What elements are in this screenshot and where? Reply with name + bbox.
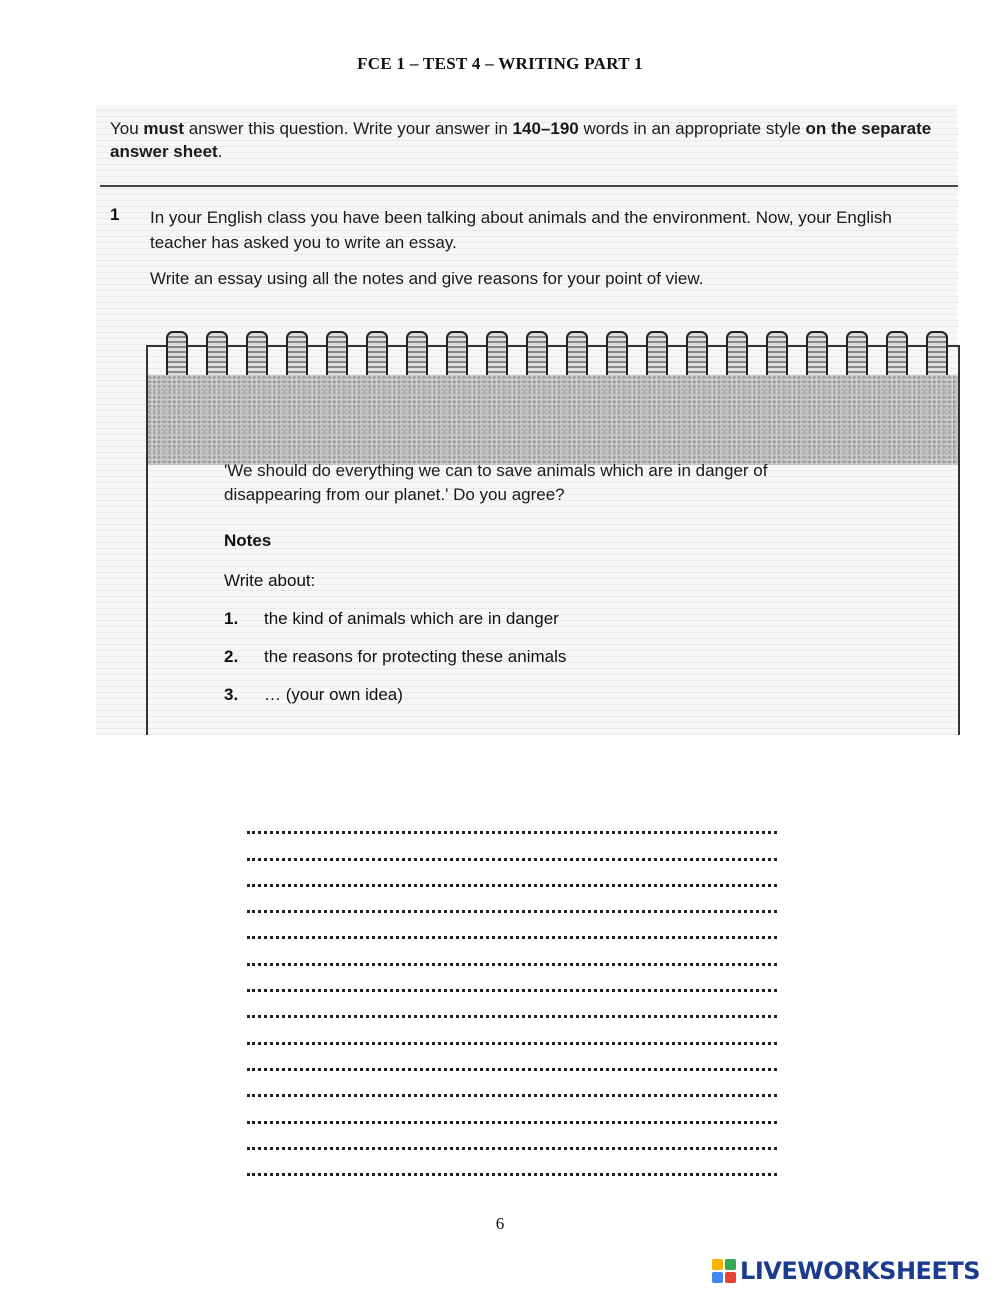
spiral-ring (846, 331, 868, 381)
spiral-ring (526, 331, 548, 381)
note-item (224, 647, 824, 685)
note-text: the kind of animals which are in danger (264, 609, 559, 628)
note-item (224, 685, 824, 723)
answer-line[interactable] (247, 1124, 777, 1150)
spiral-ring (486, 331, 508, 381)
note-text: … (your own idea) (264, 685, 403, 704)
page-number: 6 (495, 1214, 505, 1233)
spiral-ring (406, 331, 428, 381)
spiral-ring (326, 331, 348, 381)
answer-lines (247, 808, 777, 1176)
answer-line[interactable] (247, 913, 777, 939)
spiral-ring (886, 331, 908, 381)
spiral-ring (166, 331, 188, 381)
answer-line[interactable] (247, 808, 777, 834)
spiral-ring (366, 331, 388, 381)
spiral-ring (766, 331, 788, 381)
question-instruction: Write an essay using all the notes and give reasons for your point of view. (150, 269, 704, 288)
question-number: 1 (110, 205, 120, 224)
notebook-texture (148, 375, 958, 465)
spiral-ring (206, 331, 228, 381)
spiral-ring (566, 331, 588, 381)
answer-line[interactable] (247, 1071, 777, 1097)
spiral-binding (148, 345, 958, 367)
answer-line[interactable] (247, 834, 777, 860)
answer-line[interactable] (247, 1097, 777, 1123)
spiral-ring (686, 331, 708, 381)
note-number: 2. (224, 647, 239, 666)
note-number: 1. (224, 609, 239, 628)
answer-line[interactable] (247, 887, 777, 913)
question-scan (96, 105, 958, 735)
note-text: the reasons for protecting these animals (264, 647, 567, 666)
spiral-ring (646, 331, 668, 381)
page-title: FCE 1 – TEST 4 – WRITING PART 1 (357, 54, 643, 73)
logo-square (725, 1272, 736, 1283)
spiral-ring (926, 331, 948, 381)
answer-line[interactable] (247, 939, 777, 965)
task-instructions: You must answer this question. Write your answer in 140–190 words in an appropriate style on the separate answer sheet. (110, 119, 932, 161)
note-item (224, 609, 824, 647)
answer-line[interactable] (247, 1045, 777, 1071)
notebook (146, 345, 960, 735)
answer-line[interactable] (247, 1150, 777, 1176)
notes-label: Notes (224, 531, 272, 550)
logo-text: LIVEWORKSHEETS (740, 1257, 980, 1285)
spiral-ring (806, 331, 828, 381)
answer-line[interactable] (247, 992, 777, 1018)
logo-square (725, 1259, 736, 1270)
spiral-ring (606, 331, 628, 381)
answer-line[interactable] (247, 966, 777, 992)
answer-line[interactable] (247, 861, 777, 887)
logo-square (712, 1259, 723, 1270)
notes-list (224, 609, 824, 723)
divider (100, 185, 958, 187)
spiral-ring (446, 331, 468, 381)
spiral-ring (246, 331, 268, 381)
spiral-ring (726, 331, 748, 381)
essay-statement: 'We should do everything we can to save animals which are in danger of disappearing from our planet.' Do you agree? (224, 461, 768, 504)
spiral-ring (286, 331, 308, 381)
liveworksheets-logo (712, 1256, 980, 1286)
logo-mark-icon (712, 1259, 736, 1283)
answer-line[interactable] (247, 1018, 777, 1044)
logo-square (712, 1272, 723, 1283)
note-number: 3. (224, 685, 239, 704)
question-text: In your English class you have been talking about animals and the environment. Now, your English teacher has asked you to write an essay. (150, 208, 892, 252)
write-about-label: Write about: (224, 571, 316, 590)
